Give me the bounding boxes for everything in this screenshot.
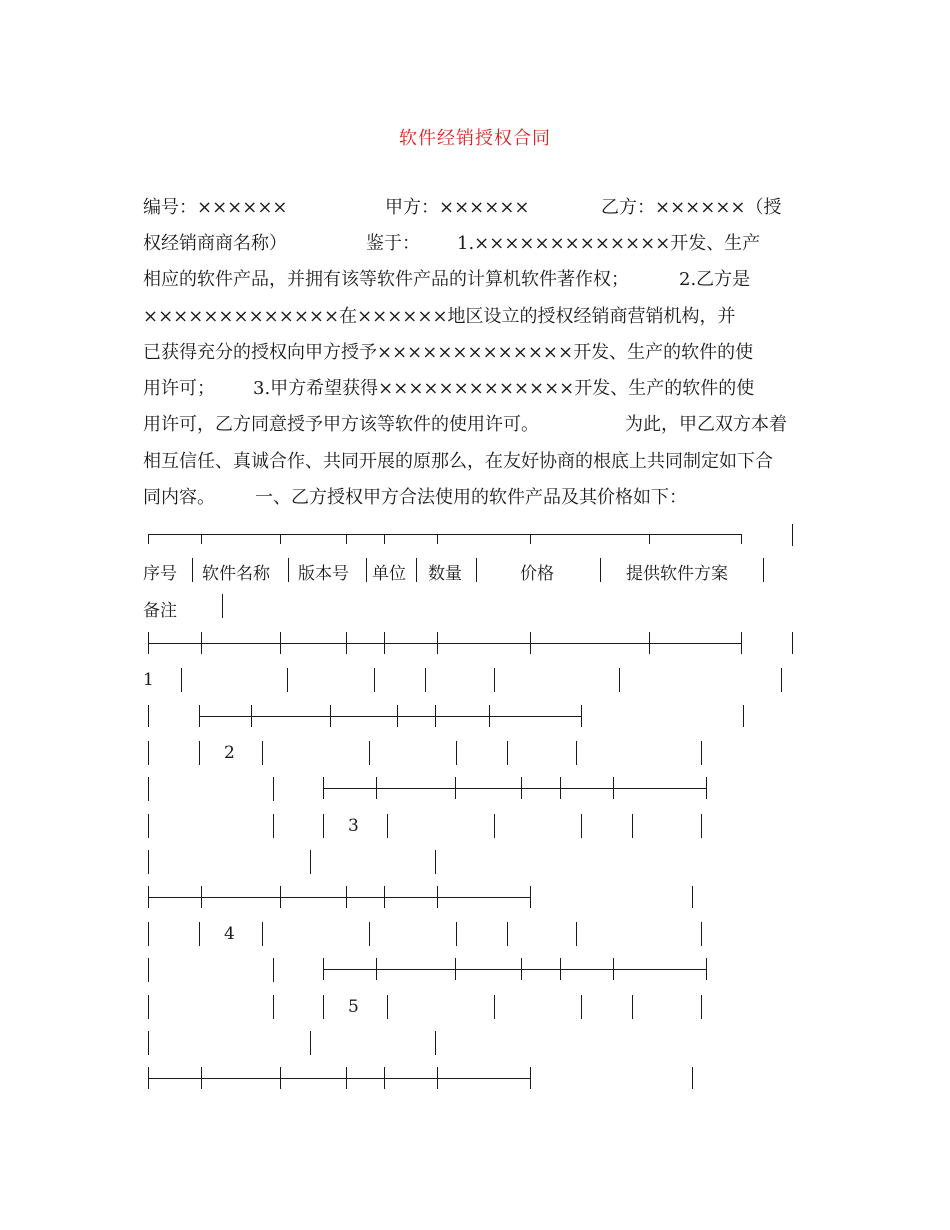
table-bar xyxy=(346,886,347,908)
section-1-heading: 一、乙方授权甲方合法使用的软件产品及其价格如下： xyxy=(255,487,687,508)
table-bar xyxy=(148,534,149,544)
table-bar xyxy=(613,958,614,980)
party-b: 乙方：××××××（授 xyxy=(601,197,782,218)
therefore-end: 同内容。 xyxy=(143,487,215,508)
table-bar xyxy=(251,705,252,727)
table-bar xyxy=(346,534,347,544)
table-bar xyxy=(148,632,149,654)
table-bar xyxy=(366,558,367,582)
table-bar xyxy=(649,632,650,654)
table-bar xyxy=(323,814,324,838)
table-bar xyxy=(222,594,223,618)
table-bar xyxy=(560,777,561,799)
text-line xyxy=(143,341,754,365)
row-number: 2 xyxy=(224,743,235,763)
table-bar xyxy=(435,850,436,874)
table-bar xyxy=(199,922,200,946)
table-bar xyxy=(581,995,582,1019)
table-bar xyxy=(476,558,477,582)
table-bar xyxy=(530,632,531,654)
therefore: 为此，甲乙双方本着 xyxy=(625,414,787,435)
table-bar xyxy=(346,632,347,654)
table-bar xyxy=(530,886,531,908)
header-price: 价格 xyxy=(520,564,554,584)
table-bar xyxy=(148,814,149,838)
contract-number: 编号：×××××× xyxy=(143,197,288,218)
row-number: 3 xyxy=(348,816,359,836)
table-rule xyxy=(148,1078,530,1079)
header-unit: 单位 xyxy=(372,564,406,584)
table-bar xyxy=(201,534,202,544)
table-bar xyxy=(384,534,385,544)
table-bar xyxy=(581,814,582,838)
table-bar xyxy=(521,958,522,980)
text-line xyxy=(143,305,736,329)
table-bar xyxy=(425,668,426,692)
table-bar xyxy=(494,668,495,692)
table-bar xyxy=(741,632,742,654)
table-bar xyxy=(376,777,377,799)
table-bar xyxy=(148,741,149,765)
table-bar xyxy=(701,741,702,765)
table-bar xyxy=(397,705,398,727)
table-bar xyxy=(369,741,370,765)
table-bar xyxy=(576,922,577,946)
table-bar xyxy=(706,777,707,799)
table-bar xyxy=(148,995,149,1019)
table-bar xyxy=(273,777,274,801)
table-rule xyxy=(323,969,706,970)
table-bar xyxy=(148,777,149,801)
table-bar xyxy=(288,558,289,582)
table-bar xyxy=(369,922,370,946)
table-bar xyxy=(456,741,457,765)
table-bar xyxy=(781,668,782,692)
table-bar xyxy=(384,632,385,654)
party-b-name: 权经销商商名称） xyxy=(143,233,287,254)
table-rule xyxy=(148,534,742,535)
table-bar xyxy=(560,958,561,980)
whereas-3-cont: 用许可，乙方同意授予甲方该等软件的使用许可。 xyxy=(143,414,539,435)
whereas-label: 鉴于： xyxy=(366,233,420,254)
whereas-2-cont: ×××××××××××××在××××××地区设立的授权经销商营销机构，并 xyxy=(143,306,736,327)
table-bar xyxy=(455,777,456,799)
table-bar xyxy=(201,886,202,908)
table-bar xyxy=(199,741,200,765)
table-bar xyxy=(181,668,182,692)
whereas-1: 1.×××××××××××××开发、生产 xyxy=(457,233,761,254)
table-bar xyxy=(763,558,764,582)
table-bar xyxy=(387,995,388,1019)
table-bar xyxy=(148,1031,149,1055)
header-index: 序号 xyxy=(143,564,177,584)
table-bar xyxy=(323,958,324,980)
table-bar xyxy=(632,995,633,1019)
table-rule xyxy=(199,716,581,717)
table-rule xyxy=(148,643,742,644)
table-bar xyxy=(280,534,281,544)
table-bar xyxy=(262,741,263,765)
header-version: 版本号 xyxy=(298,564,349,584)
table-bar xyxy=(576,741,577,765)
table-bar xyxy=(649,534,650,544)
table-bar xyxy=(148,705,149,727)
table-bar xyxy=(701,814,702,838)
table-bar xyxy=(273,995,274,1019)
table-bar xyxy=(437,886,438,908)
table-bar xyxy=(701,995,702,1019)
table-bar xyxy=(148,886,149,908)
party-a: 甲方：×××××× xyxy=(385,197,530,218)
whereas-3: 3.甲方希望获得×××××××××××××开发、生产的软件的使 xyxy=(253,378,755,399)
table-bar xyxy=(387,814,388,838)
table-bar xyxy=(743,705,744,727)
text-line xyxy=(143,196,782,220)
table-bar xyxy=(692,1067,693,1089)
header-solution: 提供软件方案 xyxy=(626,564,728,584)
table-bar xyxy=(323,995,324,1019)
therefore-cont: 相互信任、真诚合作、共同开展的原那么，在友好协商的根底上共同制定如下合 xyxy=(143,451,773,472)
table-bar xyxy=(310,1031,311,1055)
table-bar xyxy=(792,524,793,546)
table-bar xyxy=(273,958,274,982)
table-bar xyxy=(437,534,438,544)
table-bar xyxy=(619,668,620,692)
whereas-2-end: 用许可； xyxy=(143,378,215,399)
table-bar xyxy=(323,777,324,799)
table-bar xyxy=(530,534,531,544)
table-bar xyxy=(741,534,742,544)
table-bar xyxy=(280,886,281,908)
table-bar xyxy=(192,558,193,582)
table-bar xyxy=(346,1067,347,1089)
table-bar xyxy=(148,922,149,946)
table-bar xyxy=(455,958,456,980)
whereas-2: 2.乙方是 xyxy=(679,269,751,290)
table-bar xyxy=(792,632,793,654)
table-bar xyxy=(310,850,311,874)
text-line xyxy=(143,450,773,474)
table-bar xyxy=(521,777,522,799)
row-number: 5 xyxy=(348,997,359,1017)
table-bar xyxy=(706,958,707,980)
table-bar xyxy=(201,632,202,654)
text-line xyxy=(143,486,687,510)
table-bar xyxy=(530,1067,531,1089)
table-bar xyxy=(262,922,263,946)
text-line xyxy=(143,377,755,401)
table-bar xyxy=(287,668,288,692)
table-bar xyxy=(632,814,633,838)
table-bar xyxy=(374,668,375,692)
table-bar xyxy=(437,1067,438,1089)
table-bar xyxy=(330,705,331,727)
table-bar xyxy=(280,1067,281,1089)
table-bar xyxy=(507,741,508,765)
table-bar xyxy=(494,814,495,838)
text-line xyxy=(143,268,751,292)
row-number: 1 xyxy=(143,670,154,690)
table-bar xyxy=(273,814,274,838)
table-bar xyxy=(489,705,490,727)
header-remarks: 备注 xyxy=(143,601,177,621)
table-bar xyxy=(416,558,417,582)
text-line xyxy=(143,413,787,437)
table-bar xyxy=(148,1067,149,1089)
document-title: 软件经销授权合同 xyxy=(399,128,551,149)
table-bar xyxy=(384,886,385,908)
table-bar xyxy=(701,922,702,946)
whereas-1-cont: 相应的软件产品，并拥有该等软件产品的计算机软件著作权； xyxy=(143,269,629,290)
table-bar xyxy=(581,705,582,727)
row-number: 4 xyxy=(224,924,235,944)
whereas-2-cont: 已获得充分的授权向甲方授予×××××××××××××开发、生产的软件的使 xyxy=(143,342,754,363)
table-bar xyxy=(148,850,149,874)
table-bar xyxy=(435,1031,436,1055)
table-bar xyxy=(692,886,693,908)
table-bar xyxy=(494,995,495,1019)
table-bar xyxy=(507,922,508,946)
table-bar xyxy=(201,1067,202,1089)
table-rule xyxy=(148,897,530,898)
table-bar xyxy=(435,705,436,727)
table-bar xyxy=(437,632,438,654)
table-bar xyxy=(376,958,377,980)
header-software-name: 软件名称 xyxy=(202,564,270,584)
table-bar xyxy=(600,558,601,582)
table-bar xyxy=(384,1067,385,1089)
table-bar xyxy=(456,922,457,946)
header-quantity: 数量 xyxy=(428,564,462,584)
table-bar xyxy=(280,632,281,654)
table-rule xyxy=(323,788,706,789)
table-bar xyxy=(613,777,614,799)
table-bar xyxy=(148,958,149,982)
table-bar xyxy=(199,705,200,727)
text-line xyxy=(143,232,761,256)
